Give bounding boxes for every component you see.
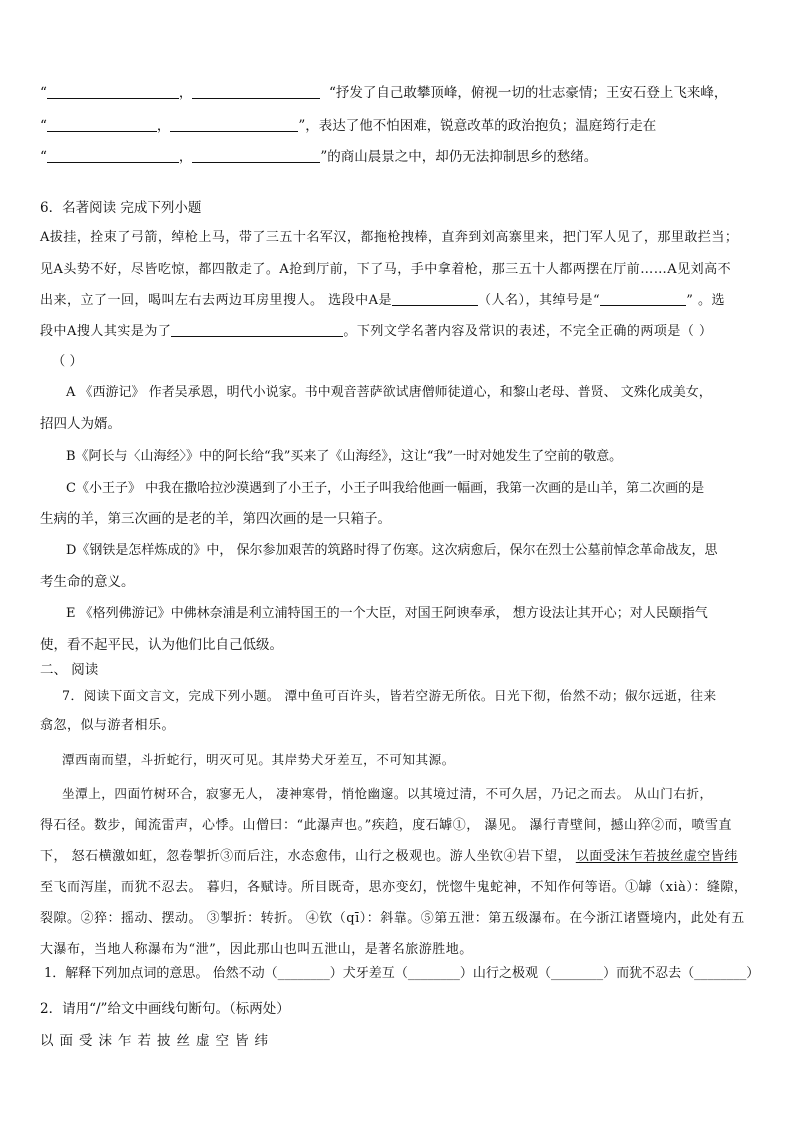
comma: ， — [156, 118, 171, 134]
answer-blank-purpose[interactable] — [171, 322, 343, 337]
comma: ， — [178, 85, 193, 101]
q7-line: 坐潭上，四面竹树环合，寂寥无人， 凄神寒骨，悄怆幽邃。以其境过清，不可久居，乃记之而去。 从山门右折， — [62, 786, 713, 801]
poem-text: ”的商山晨景之中，却仍无法抑制思乡的愁绪。 — [320, 149, 598, 165]
open-quote: “ — [40, 149, 47, 165]
q6-passage-line: A拔挂，拴束了弓箭，绰枪上马，带了三五十名军汉，都拖枪拽棒，直奔到刘高寨里来，把门军人见了，那里敢拦当； — [40, 230, 739, 245]
answer-blank-nickname[interactable] — [600, 291, 686, 306]
poem-line-1 — [40, 83, 760, 103]
q7-line: 7．阅读下面文言文，完成下列小题。 潭中鱼可百许头，皆若空游无所依。日光下彻，佁然不动；俶尔远逝，往来 — [62, 688, 717, 703]
answer-blank[interactable] — [47, 84, 179, 99]
q7-line: 下， 怒石横激如虹，忽卷掣折③而后注，水态愈伟，山行之极观也。游人坐钦④岩下望， 以面受沫乍若披丝虚空皆纬 — [40, 849, 738, 864]
q7-line: 潭西南而望，斗折蛇行，明灭可见。其岸势犬牙差互，不可知其源。 — [62, 752, 455, 767]
open-quote: “ — [40, 85, 47, 101]
option-b: B《阿长与〈山海经〉》中的阿长给“我”买来了《山海经》，这让“我”一时对她发生了空前的敬意。 — [66, 449, 623, 464]
q7-line: 翕忽，似与游者相乐。 — [40, 718, 176, 733]
answer-blank[interactable] — [47, 148, 179, 163]
option-a: A 《西游记》 作者吴承恩，明代小说家。书中观音菩萨欲试唐僧师徒道心，和黎山老母、普贤、 文殊化成美女， — [66, 385, 712, 400]
q7-line: 得石径。数步，闻流雷声，心悸。山僧曰：“此瀑声也。”疾趋，度石罅①， 瀑见。 瀑行青壁间，撼山猝②而，喷雪直 — [40, 818, 733, 833]
underlined-sentence: 以面受沫乍若披丝虚空皆纬 — [575, 849, 738, 864]
answer-blank[interactable] — [192, 148, 320, 163]
answer-blank[interactable] — [47, 117, 157, 132]
answer-blank[interactable] — [170, 117, 298, 132]
option-c-cont: 生病的羊，第三次画的是老的羊，第四次画的是一只箱子。 — [40, 511, 391, 527]
poem-text: ”，表达了他不怕困难，锐意改革的政治抱负；温庭筠行走在 — [298, 118, 657, 134]
option-d: D《钢铁是怎样炼成的》中， 保尔参加艰苦的筑路时得了伤寒。这次病愈后，保尔在烈士公墓前悼念革命战友，思 — [66, 543, 718, 558]
answer-paren: （ ） — [52, 354, 83, 369]
answer-blank-name[interactable] — [392, 291, 478, 306]
q7-line: 至飞而泻崖，而犹不忍去。 暮归，各赋诗。所目既奇，思亦变幻，恍惚牛鬼蛇神，不知作何等语。①罅（xià）：缝隙， — [40, 880, 748, 895]
open-quote: “ — [40, 118, 47, 134]
q6-heading: 6．名著阅读 完成下列小题 — [40, 200, 202, 216]
sentence-to-punctuate: 以面受沫乍若披丝虚空皆纬 — [40, 1033, 274, 1049]
q6-passage-line: 见A头势不好，尽皆吃惊，都四散走了。A抢到厅前，下了马，手中拿着枪，那三五十人都两摆在厅前……A见刘高不 — [40, 262, 732, 277]
option-e: E 《格列佛游记》中佛林奈浦是利立浦特国王的一个大臣，对国王阿谀奉承， 想方设法让其开心；对人民颐指气 — [66, 606, 708, 621]
poem-line-3 — [40, 147, 760, 167]
option-d-cont: 考生命的意义。 — [40, 574, 135, 590]
option-a-cont: 招四人为婿。 — [40, 416, 121, 432]
option-e-cont: 使，看不起平民，认为他们比自己低级。 — [40, 637, 283, 653]
q6-passage-line: 出来，立了一回，喝叫左右去两边耳房里搜人。 选段中A是 （人名），其绰号是“ ” 。选 — [40, 293, 725, 308]
poem-text: “抒发了自己敢攀顶峰，俯视一切的壮志豪情；王安石登上飞来峰， — [329, 85, 728, 101]
option-c: C《小王子》 中我在撒哈拉沙漠遇到了小王子，小王子叫我给他画一幅画，我第一次画的是山羊，第二次画的是 — [66, 481, 705, 496]
q7-line: 大瀑布，当地人称瀑布为“泄”，因此那山也叫五泄山，是著名旅游胜地。 — [40, 942, 473, 957]
subquestion-2: 2．请用“/”给文中画线句断句。（标两处） — [40, 1001, 290, 1017]
comma: ， — [178, 149, 193, 165]
subquestion-1: 1．解释下列加点词的意思。 佁然不动（________）犬牙差互（________）山行之极观（________）而犹不忍去（________） — [44, 966, 760, 981]
answer-blank[interactable] — [192, 84, 320, 99]
q6-passage-line: 段中A搜人其实是为了 。下列文学名著内容及常识的表述，不完全正确的两项是（ ） — [40, 324, 713, 339]
section-heading: 二、 阅读 — [40, 662, 99, 678]
q7-line: 裂隙。②猝：摇动、摆动。 ③掣折：转折。 ④钦（qī）：斜靠。⑤第五泄：第五级瀑布。在今浙江诸暨境内，此处有五 — [40, 911, 745, 926]
poem-line-2 — [40, 116, 760, 136]
